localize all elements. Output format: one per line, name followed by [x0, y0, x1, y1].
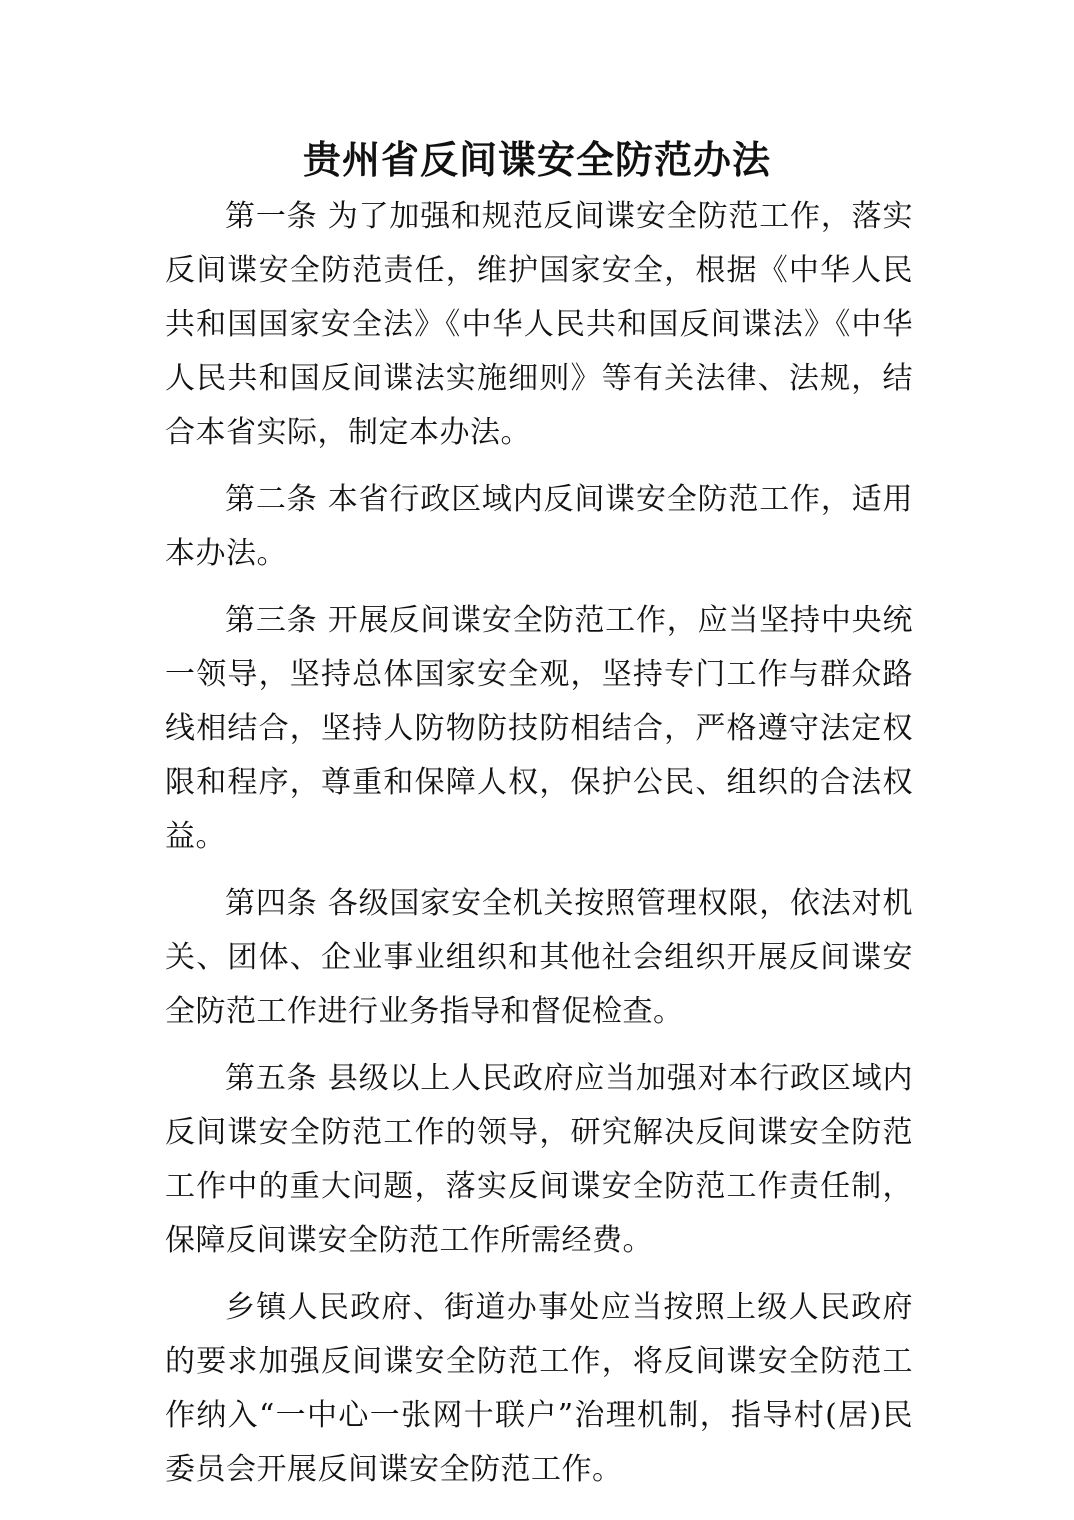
- document-title: 贵州省反间谍安全防范办法: [302, 137, 771, 182]
- article-2-paragraph: 第二条 本省行政区域内反间谍安全防范工作，适用本办法。: [165, 482, 913, 571]
- article-4-paragraph: 第四条 各级国家安全机关按照管理权限，依法对机关、团体、企业事业组织和其他社会组织开展反间谍安全防范工作进行业务指导和督促检查。: [165, 886, 913, 1029]
- article-3-paragraph: 第三条 开展反间谍安全防范工作，应当坚持中央统一领导，坚持总体国家安全观，坚持专门工作与群众路线相结合，坚持人防物防技防相结合，严格遵守法定权限和程序，尊重和保障人权，保护公民、组织的合法权益。: [165, 603, 913, 854]
- document-body: [165, 190, 913, 1510]
- article-5-second-paragraph: 乡镇人民政府、街道办事处应当按照上级人民政府的要求加强反间谍安全防范工作，将反间谍安全防范工作纳入“一中心一张网十联户”治理机制，指导村(居)民委员会开展反间谍安全防范工作。: [165, 1290, 913, 1487]
- article-1-paragraph: 第一条 为了加强和规范反间谍安全防范工作，落实反间谍安全防范责任，维护国家安全，根据《中华人民共和国国家安全法》《中华人民共和国反间谍法》《中华人民共和国反间谍法实施细则》等有关法律、法规，结合本省实际，制定本办法。: [165, 199, 913, 450]
- article-5-paragraph: 第五条 县级以上人民政府应当加强对本行政区域内反间谍安全防范工作的领导，研究解决反间谍安全防范工作中的重大问题，落实反间谍安全防范工作责任制，保障反间谍安全防范工作所需经费。: [165, 1061, 913, 1258]
